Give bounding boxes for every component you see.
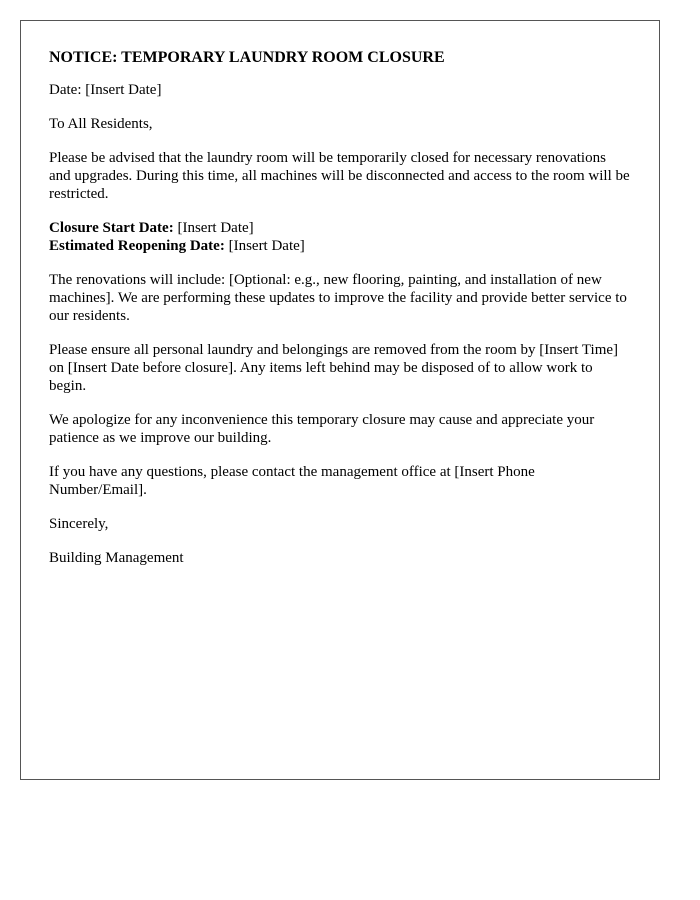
- closure-start-label: Closure Start Date:: [49, 220, 174, 236]
- intro-paragraph: Please be advised that the laundry room will be temporarily closed for necessary renovations and upgrades. During this time, all machines will be disconnected and access to the room will be restricted.: [49, 150, 630, 202]
- renovations-paragraph: The renovations will include: [Optional: e.g., new flooring, painting, and installation of new machines]. We are performing these updates to improve the facility and provide better service to our residents.: [49, 272, 627, 324]
- signature: Building Management: [49, 550, 184, 566]
- contact-paragraph: If you have any questions, please contact the management office at [Insert Phone Number/Email].: [49, 464, 535, 498]
- salutation: To All Residents,: [49, 116, 153, 132]
- date-line: Date: [Insert Date]: [49, 82, 162, 98]
- apology-paragraph: We apologize for any inconvenience this temporary closure may cause and appreciate your patience as we improve our building.: [49, 412, 595, 446]
- closure-start-value: [Insert Date]: [173, 220, 254, 236]
- reopening-label: Estimated Reopening Date:: [49, 238, 225, 254]
- reopening-line: [49, 237, 631, 255]
- reopening-value: [Insert Date]: [224, 238, 305, 254]
- closure-start-line: [49, 219, 631, 237]
- notice-document: [20, 20, 660, 780]
- removal-paragraph: Please ensure all personal laundry and belongings are removed from the room by [Insert Time] on [Insert Date before closure]. Any items left behind may be disposed of to allow work to begin.: [49, 342, 619, 394]
- closure-dates: [49, 219, 631, 255]
- closing: Sincerely,: [49, 516, 109, 532]
- notice-title: NOTICE: TEMPORARY LAUNDRY ROOM CLOSURE: [49, 49, 445, 66]
